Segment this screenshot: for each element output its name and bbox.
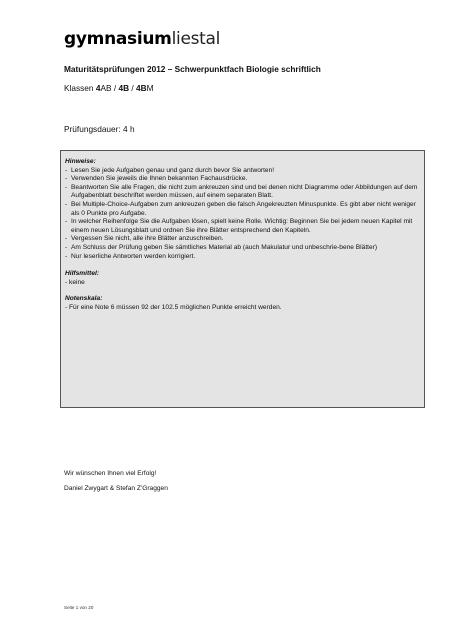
- class-separator-2: /: [129, 83, 136, 93]
- exam-duration: Prüfungsdauer: 4 h: [64, 124, 135, 134]
- scale-value: - Für eine Note 6 müssen 92 der 102.5 möglichen Punkte erreicht werden.: [65, 303, 282, 311]
- list-item: [65, 175, 420, 184]
- page-number: Seite 1 von 20: [64, 605, 94, 610]
- list-bullet: -: [65, 183, 68, 191]
- list-item-text: Beantworten Sie alle Fragen, die nicht zum ankreuzen sind und bei denen nicht Diagramme oder Abbildungen auf dem Aufgabenblatt beschriftet werden müssen, auf einem separaten Blatt.: [71, 183, 418, 200]
- list-bullet: -: [65, 166, 68, 174]
- classes-prefix: Klassen: [64, 83, 96, 93]
- list-item-text: Vergessen Sie nicht, alle ihre Blätter anzuschreiben.: [71, 235, 224, 243]
- list-item-text: Am Schluss der Prüfung geben Sie sämtliches Material ab (auch Makulatur und unbeschrie-bene Blätter): [71, 243, 378, 251]
- class-1-number: 4: [95, 83, 101, 93]
- list-item: [65, 201, 420, 218]
- list-bullet: -: [65, 200, 68, 208]
- closing-authors: Daniel Zwygart & Stefan Z'Graggen: [64, 485, 168, 492]
- list-item: [65, 235, 420, 244]
- list-item: [65, 218, 420, 235]
- list-item-text: Lesen Sie jede Aufgaben genau und ganz durch bevor Sie antworten!: [71, 166, 275, 174]
- exam-classes: [64, 83, 154, 93]
- notes-heading: Hinweise:: [65, 158, 96, 165]
- class-1-letters: AB: [100, 83, 112, 93]
- aids-value: - keine: [65, 278, 85, 286]
- list-item-text: Verwenden Sie jeweils die Ihnen bekannten Fachausdrücke.: [71, 175, 248, 183]
- list-item: [65, 244, 420, 253]
- exam-title: Maturitätsprüfungen 2012 – Schwerpunktfach Biologie schriftlich: [64, 64, 321, 74]
- list-item: [65, 167, 420, 176]
- class-separator-1: /: [111, 83, 119, 93]
- spacer: [65, 287, 420, 295]
- list-bullet: -: [65, 252, 68, 260]
- aids-heading: Hilfsmittel:: [65, 270, 100, 278]
- class-2: 4B: [118, 83, 130, 93]
- scale-heading: Notenskala:: [65, 295, 103, 303]
- class-3-letters: M: [146, 83, 154, 93]
- list-bullet: -: [65, 243, 68, 251]
- logo-text-light: liestal: [171, 29, 221, 49]
- closing-wish: Wir wünschen Ihnen viel Erfolg!: [64, 470, 157, 477]
- list-item-text: Nur leserliche Antworten werden korrigiert.: [71, 252, 196, 260]
- list-bullet: -: [65, 175, 68, 183]
- instructions-box: [60, 150, 425, 408]
- list-bullet: -: [65, 235, 68, 243]
- list-item: [65, 184, 420, 201]
- list-item: [65, 253, 420, 262]
- school-logo: [64, 29, 220, 49]
- class-3-number: 4B: [135, 83, 147, 93]
- list-item-text: Bei Multiple-Choice-Aufgaben zum ankreuzen geben die falsch Angekreuzten Minuspunkte. Es gibt aber nicht weniger als 0 Punkte pro Aufgabe.: [71, 200, 416, 217]
- list-item-text: In welcher Reihenfolge Sie die Aufgaben lösen, spielt keine Rolle. Wichtig: Beginnen Sie bei jedem neuen Kapitel mit einem neuen Lösungsblatt und ordnen Sie ihre Blätter entsprechend den Kapiteln.: [71, 218, 413, 234]
- logo-text-bold: gymnasium: [64, 29, 172, 49]
- list-bullet: -: [65, 218, 68, 226]
- spacer: [65, 261, 420, 270]
